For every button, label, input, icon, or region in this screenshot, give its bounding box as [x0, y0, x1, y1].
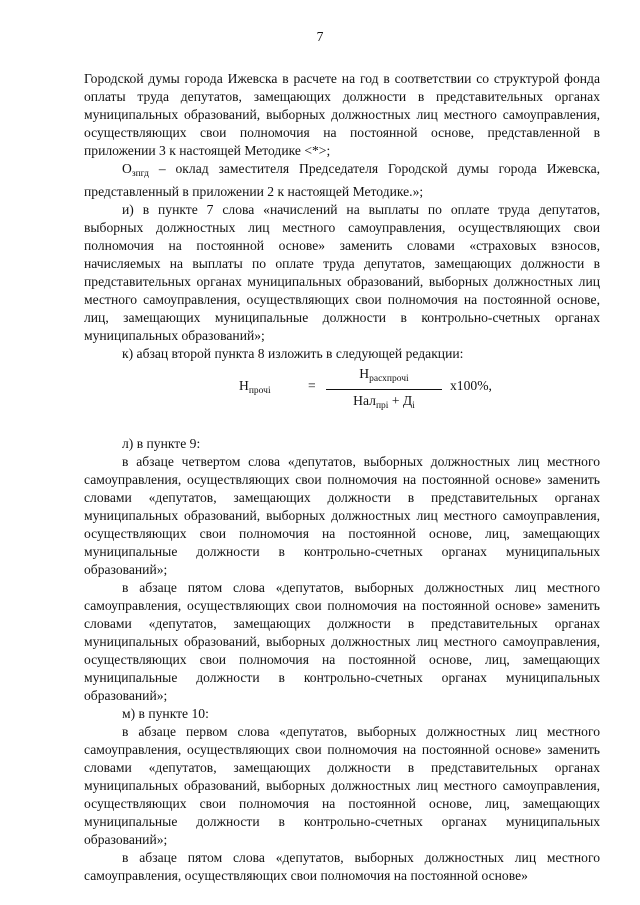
ozpgd-text: – оклад заместителя Председателя Городской думы города Ижевска, представленный в приложении 2 к настоящей Методике.»; [84, 161, 600, 199]
ozpgd-subscript: зпгд [131, 169, 149, 179]
ozpgd-symbol: О [122, 161, 132, 176]
page-number: 7 [316, 29, 324, 44]
fraction-bar [326, 389, 442, 390]
formula-denominator: $Нал_{прі} + Д_i$ [353, 393, 415, 411]
ozpgd-definition [84, 160, 600, 201]
formula-numerator: $Н_{расхпрочі}$ [359, 366, 409, 384]
paragraph: Городской думы города Ижевска в расчете на год в соответствии со структурой фонда оплаты труда депутатов, замещающих должности в представительных органах муниципальных образований, выборных должностных лиц местного самоуправления, осуществляющих свои полномочия на постоянной основе, представленной в приложении 3 к настоящей Методике <*>; [84, 71, 600, 158]
document-body [84, 70, 600, 885]
paragraph-k: к) абзац второй пункта 8 изложить в следующей редакции: [122, 346, 464, 361]
paragraph: в абзаце первом слова «депутатов, выборных должностных лиц местного самоуправления, осуществляющих свои полномочия на постоянной основе» заменить словами «депутатов, замещающих должности в представительных органах муниципальных образований, выборных должностных лиц местного самоуправления, осуществляющих свои полномочия на постоянной основе, лиц, замещающих муниципальные должности в контрольно-счетных органах муниципальных образований»; [84, 724, 600, 847]
paragraph: в абзаце пятом слова «депутатов, выборных должностных лиц местного самоуправления, осуществляющих свои полномочия на постоянной основе» [84, 850, 600, 883]
paragraph-i: и) в пункте 7 слова «начислений на выплаты по оплате труда депутатов, выборных должностных лиц местного самоуправления, осуществляющих свои полномочия на постоянной основе» заменить словами «страховых взносов, начисляемых на выплаты по оплате труда депутатов, замещающих должности в представительных органах муниципальных образований, выборных должностных лиц местного самоуправления, осуществляющих свои полномочия на постоянной основе, лиц, замещающих муниципальные должности в контрольно-счетных органах муниципальных образований»; [84, 202, 600, 343]
paragraph-m: м) в пункте 10: [122, 706, 209, 721]
formula-multiplier: x100%, [450, 378, 492, 393]
formula-equals: = [308, 378, 316, 393]
formula [84, 365, 600, 413]
formula-lhs: $Н_{прочі}$ [239, 378, 271, 396]
paragraph: в абзаце пятом слова «депутатов, выборных должностных лиц местного самоуправления, осуществляющих свои полномочия на постоянной основе» заменить словами «депутатов, замещающих должности в представительных органах муниципальных образований, выборных должностных лиц местного самоуправления, осуществляющих свои полномочия на постоянной основе, лиц, замещающих муниципальные должности в контрольно-счетных органах муниципальных образований»; [84, 580, 600, 703]
formula-fraction [326, 365, 442, 415]
paragraph-l: л) в пункте 9: [122, 436, 201, 451]
paragraph: в абзаце четвертом слова «депутатов, выборных должностных лиц местного самоуправления, осуществляющих свои полномочия на постоянной основе» заменить словами «депутатов, замещающих должности в представительных органах муниципальных образований, выборных должностных лиц местного самоуправления, осуществляющих свои полномочия на постоянной основе, лиц, замещающих муниципальные должности в контрольно-счетных органах муниципальных образований»; [84, 454, 600, 577]
